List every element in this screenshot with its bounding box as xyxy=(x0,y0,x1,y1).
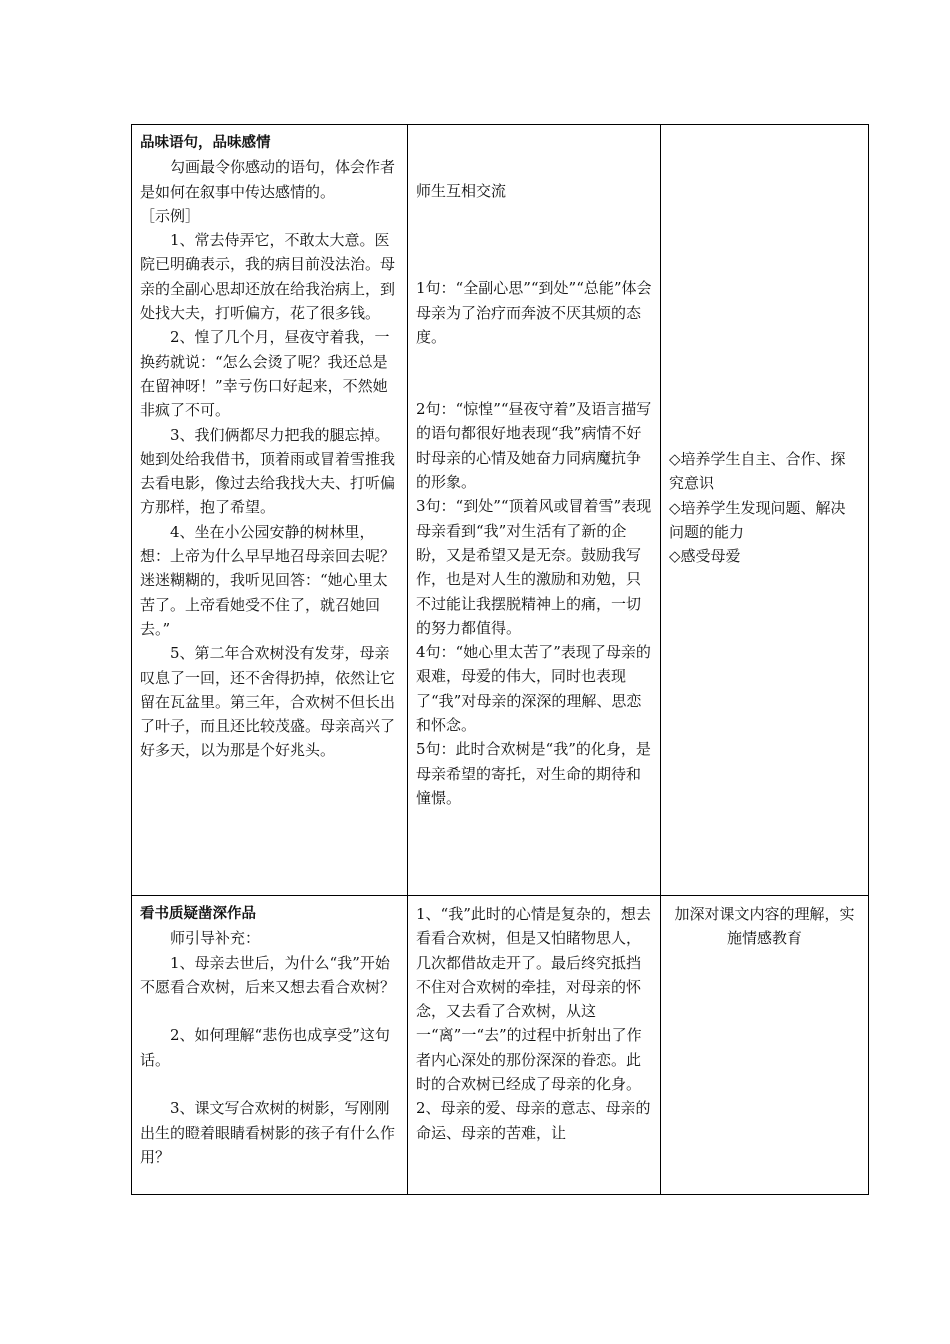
example-item: 4、坐在小公园安静的树林里，想：上帝为什么早早地召母亲回去呢？迷迷糊糊的，我听见回答：“她心里太苦了。上帝看她受不住了，就召她回去。” xyxy=(140,522,396,638)
question-item: 3、课文写合欢树的树影，写刚刚出生的瞪着眼睛看树影的孩子有什么作用？ xyxy=(140,1099,396,1166)
example-item: 3、我们俩都尽力把我的腿忘掉。她到处给我借书，顶着雨或冒着雪推我去看电影，像过去给我找大夫、打听偏方那样，抱了希望。 xyxy=(140,425,396,517)
goal-item: ◇感受母爱 xyxy=(669,547,741,566)
answer-item: 2句：“惊惶”“昼夜守着”及语言描写的语句都很好地表现“我”病情不好时母亲的心情及她奋力同病魔抗争的形象。 xyxy=(416,400,652,492)
goal-item: 加深对课文内容的理解，实施情感教育 xyxy=(674,905,855,948)
answer-item: 4句：“她心里太苦了”表现了母亲的艰难，母爱的伟大，同时也表现了“我”对母亲的深深的理解、思恋和怀念。 xyxy=(416,643,651,735)
activity-intro: 勾画最令你感动的语句，体会作者是如何在叙事中传达感情的。 xyxy=(140,158,396,201)
section-heading: 品味语句，品味感情 xyxy=(140,135,271,151)
section-heading: 看书质疑凿深作品 xyxy=(140,906,256,922)
goal-cell xyxy=(661,896,869,1195)
interaction-cell xyxy=(408,896,661,1195)
table-row-taste-sentences xyxy=(132,125,869,896)
activity-intro: 师引导补充： xyxy=(170,929,261,948)
answer-item: 5句：此时合欢树是“我”的化身，是母亲希望的寄托，对生命的期待和憧憬。 xyxy=(416,740,651,807)
activity-cell xyxy=(132,125,408,896)
question-item: 1、母亲去世后，为什么“我”开始不愿看合欢树，后来又想去看合欢树？ xyxy=(140,953,396,996)
answer-item: 2、母亲的爱、母亲的意志、母亲的命运、母亲的苦难，让 xyxy=(416,1099,651,1142)
goal-item: ◇培养学生发现问题、解决问题的能力 xyxy=(669,498,846,541)
answer-item: 1句：“全副心思”“到处”“总能”体会母亲为了治疗而奔波不厌其烦的态度。 xyxy=(416,279,652,346)
example-item: 2、惶了几个月，昼夜守着我，一换药就说：“怎么会烫了呢？我还总是在留神呀！”幸亏伤口好起来，不然她非疯了不可。 xyxy=(140,328,390,420)
goal-item: ◇培养学生自主、合作、探究意识 xyxy=(669,450,846,493)
activity-cell xyxy=(132,896,408,1195)
goal-cell xyxy=(661,125,869,896)
example-item: 5、第二年合欢树没有发芽，母亲叹息了一回，还不舍得扔掉，依然让它留在瓦盆里。第三年，合欢树不但长出了叶子，而且还比较茂盛。母亲高兴了好多天，以为那是个好兆头。 xyxy=(140,644,396,760)
example-label: ［示例］ xyxy=(140,206,201,225)
interaction-cell xyxy=(408,125,661,896)
example-item: 1、常去侍弄它，不敢太大意。医院已明确表示，我的病目前没法治。母亲的全副心思却还放在给我治病上，到处找大夫，打听偏方，花了很多钱。 xyxy=(140,231,396,323)
interaction-intro: 师生互相交流 xyxy=(416,182,507,200)
answer-item: 1、“我”此时的心情是复杂的，想去看看合欢树，但是又怕睹物思人，几次都借故走开了。最后终究抵挡不住对合欢树的牵挂，对母亲的怀念，又去看了合欢树，从这一“离”一“去”的过程中折射出了作者内心深处的那份深深的眷恋。此时的合欢树已经成了母亲的化身。 xyxy=(416,905,651,1094)
lesson-plan-table xyxy=(131,124,869,1195)
table-row-question-work xyxy=(132,896,869,1195)
question-item: 2、如何理解“悲伤也成享受”这句话。 xyxy=(140,1026,390,1069)
answer-item: 3句：“到处”“顶着风或冒着雪”表现母亲看到“我”对生活有了新的企盼，又是希望又是无奈。鼓励我写作，也是对人生的激励和劝勉，只不过能让我摆脱精神上的痛，一切的努力都值得。 xyxy=(416,497,652,637)
